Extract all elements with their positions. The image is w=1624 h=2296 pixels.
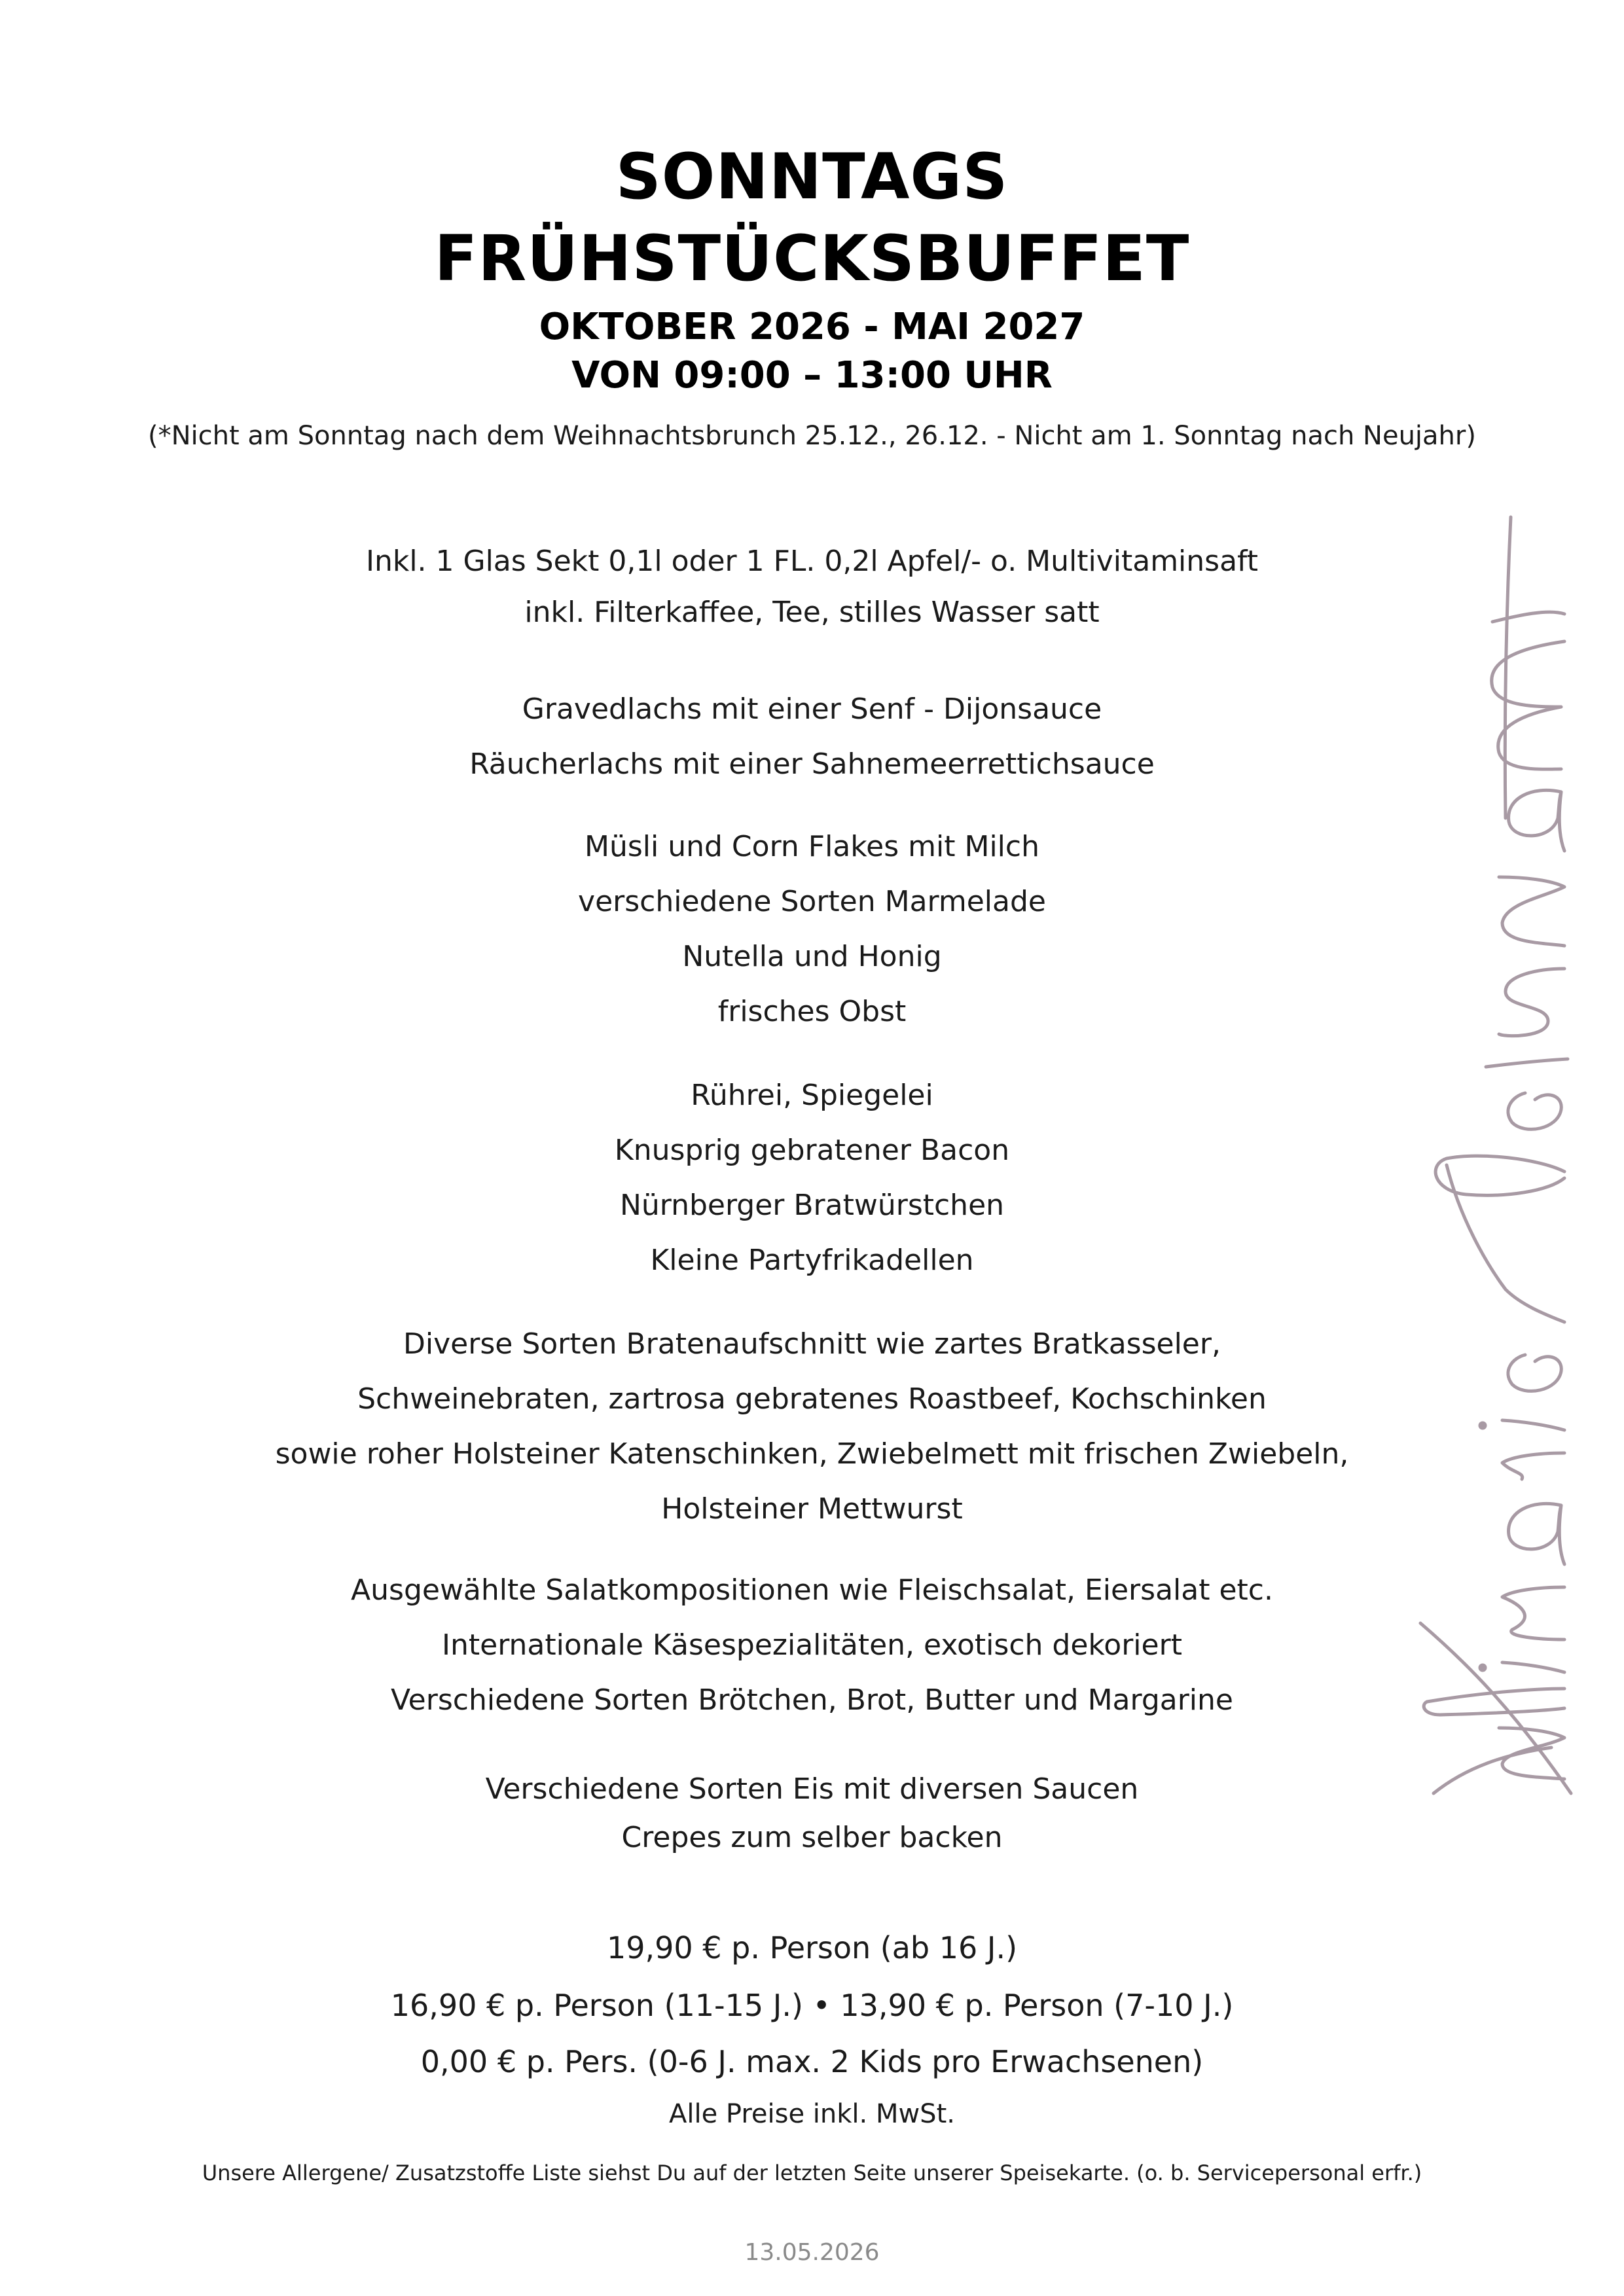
menu-item-warm-3: Nürnberger Bratwürstchen [619,1189,1005,1222]
price-kids: 0,00 € p. Pers. (0-6 J. max. 2 Kids pro Erwachsenen) [420,2044,1204,2079]
menu-item-fish-2: Räucherlachs mit einer Sahnemeerrettichsauce [469,747,1155,781]
menu-item-salads-2: Internationale Käsespezialitäten, exotisch dekoriert [442,1628,1182,1662]
menu-item-warm-2: Knusprig gebratener Bacon [614,1134,1010,1167]
period-label: OKTOBER 2026 - MAI 2027 [539,306,1085,348]
menu-item-dessert-1: Verschiedene Sorten Eis mit diversen Saucen [485,1772,1139,1806]
menu-item-sweet-3: Nutella und Honig [682,940,942,973]
menu-item-sweet-2: verschiedene Sorten Marmelade [578,885,1046,918]
exception-note: (*Nicht am Sonntag nach dem Weihnachtsbrunch 25.12., 26.12. - Nicht am 1. Sonntag nach Neujahr) [148,421,1476,451]
page-title-line2: FRÜHSTÜCKSBUFFET [434,222,1190,295]
menu-item-sweet-4: frisches Obst [717,995,907,1028]
price-adult: 19,90 € p. Person (ab 16 J.) [606,1930,1018,1965]
menu-item-salads-3: Verschiedene Sorten Brötchen, Brot, Butter und Margarine [391,1683,1233,1717]
menu-item-coldcuts-3: sowie roher Holsteiner Katenschinken, Zwiebelmett mit frischen Zwiebeln, [275,1437,1349,1471]
page-title-line1: SONNTAGS [615,140,1009,213]
script-logo-graphic [1407,511,1591,1806]
menu-item-salads-1: Ausgewählte Salatkompositionen wie Fleischsalat, Eiersalat etc. [351,1573,1273,1607]
menu-item-drinks-1: Inkl. 1 Glas Sekt 0,1l oder 1 FL. 0,2l Apfel/- o. Multivitaminsaft [365,545,1259,578]
menu-item-coldcuts-1: Diverse Sorten Bratenaufschnitt wie zartes Bratkasseler, [403,1327,1221,1361]
time-label: VON 09:00 – 13:00 UHR [571,354,1053,397]
vat-note: Alle Preise inkl. MwSt. [669,2099,955,2129]
print-date: 13.05.2026 [744,2239,880,2266]
menu-item-dessert-2: Crepes zum selber backen [621,1821,1003,1854]
menu-item-drinks-2: inkl. Filterkaffee, Tee, stilles Wasser satt [524,596,1100,629]
menu-item-coldcuts-2: Schweinebraten, zartrosa gebratenes Roastbeef, Kochschinken [357,1382,1267,1416]
menu-item-coldcuts-4: Holsteiner Mettwurst [661,1492,963,1526]
menu-item-fish-1: Gravedlachs mit einer Senf - Dijonsauce [522,692,1102,726]
menu-item-warm-4: Kleine Partyfrikadellen [650,1244,974,1277]
script-logo [1407,511,1591,1806]
menu-item-sweet-1: Müsli und Corn Flakes mit Milch [585,830,1039,863]
price-children: 16,90 € p. Person (11-15 J.) • 13,90 € p. Person (7-10 J.) [390,1988,1234,2023]
menu-item-warm-1: Rührei, Spiegelei [691,1079,933,1112]
allergen-note: Unsere Allergene/ Zusatzstoffe Liste siehst Du auf der letzten Seite unserer Speisekarte. (o. b. Servicepersonal erfr.) [202,2161,1422,2185]
